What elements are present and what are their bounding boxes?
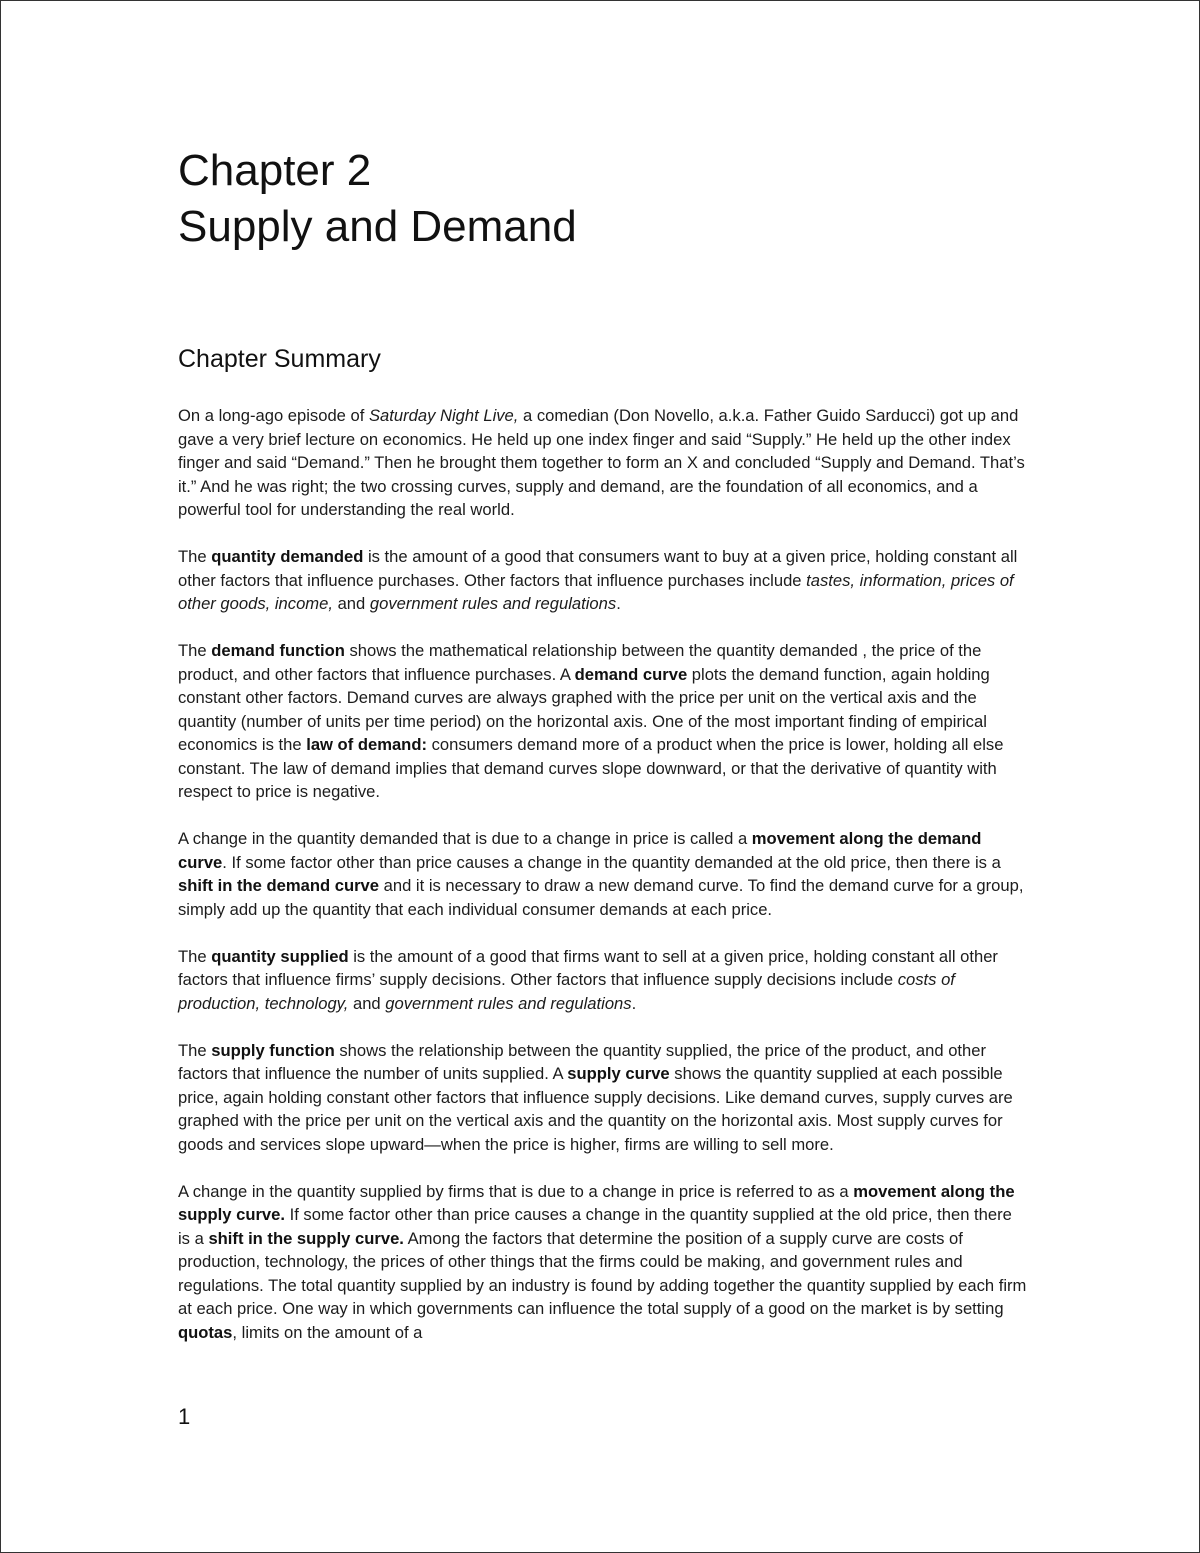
- text-run: .: [631, 993, 637, 1013]
- key-term: movement along the supply curve.: [178, 1181, 1015, 1224]
- text-run: The: [178, 641, 212, 660]
- key-term: quantity supplied: [211, 946, 349, 966]
- text-run: is the amount of a good that firms want to sell at a given price, holding constant all other factors that influence firms’ supply decisions. Other factors that influence supply decisions include: [178, 946, 998, 989]
- text-run: and: [348, 993, 386, 1013]
- paragraph-supply-movement: [178, 1180, 1028, 1345]
- key-term: supply function: [211, 1040, 335, 1060]
- key-term: demand function: [211, 641, 345, 660]
- key-term: quotas: [178, 1322, 233, 1342]
- paragraph-intro: [178, 404, 1028, 522]
- italic-term: government rules and regulations: [369, 594, 617, 613]
- chapter-number: Chapter 2: [178, 146, 372, 195]
- page-content: [178, 143, 1028, 1344]
- text-run: On a long-ago episode of: [178, 406, 369, 425]
- text-run: A change in the quantity supplied by firms that is due to a change in price is referred to as a: [178, 1181, 854, 1201]
- paragraph-demand-movement: [178, 827, 1028, 921]
- chapter-name: Supply and Demand: [178, 202, 577, 251]
- text-run: If some factor other than price causes a change in the quantity supplied at the old price, then there is a: [178, 1205, 1012, 1248]
- text-run: shows the relationship between the quantity supplied, the price of the product, and other factors that influence the number of units supplied. A: [178, 1040, 987, 1083]
- text-run: The: [178, 547, 212, 566]
- paragraph-supply-function: [178, 1039, 1028, 1157]
- key-term: law of demand:: [306, 735, 427, 754]
- paragraph-quantity-demanded: [178, 545, 1028, 616]
- text-run: a comedian (Don Novello, a.k.a. Father Guido Sarducci) got up and gave a very brief lecture on economics. He held up one index finger and said “Supply.” He held up the other index finger and said “Demand.” Then he brought them together to form an X and concluded “Supply and Demand. That’s it.” And he was right; the two crossing curves, supply and demand, are the foundation of all economics, and a powerful tool for understanding the real world.: [178, 406, 1025, 519]
- text-run: A change in the quantity demanded that is due to a change in price is called a: [178, 829, 752, 848]
- text-run: consumers demand more of a product when the price is lower, holding all else constant. The law of demand implies that demand curves slope downward, or that the derivative of quantity with respect to price is negative.: [178, 735, 1004, 801]
- chapter-title: [178, 143, 1028, 255]
- section-heading: Chapter Summary: [178, 345, 381, 373]
- text-run: , limits on the amount of a: [232, 1322, 423, 1342]
- text-run: Among the factors that determine the position of a supply curve are costs of production, technology, the prices of other things that the firms could be making, and government rules and regulations. The total quantity supplied by an industry is found by adding together the quantity supplied by each firm at each price. One way in which governments can influence the total supply of a good on the market is by setting: [178, 1228, 1027, 1318]
- text-run: shows the quantity supplied at each possible price, again holding constant other factors that influence supply decisions. Like demand curves, supply curves are graphed with the price per unit on the vertical axis and the quantity on the horizontal axis. Most supply curves for goods and services slope upward—when the price is higher, firms are willing to sell more.: [178, 1064, 1013, 1154]
- text-run: The: [178, 1040, 212, 1060]
- key-term: demand curve: [574, 664, 688, 684]
- paragraph-demand-function: [178, 639, 1028, 804]
- italic-term: costs of production, technology,: [178, 970, 955, 1013]
- text-run: and: [332, 594, 370, 613]
- text-run: .: [616, 594, 621, 613]
- page-number: 1: [178, 1404, 191, 1429]
- text-run: is the amount of a good that consumers want to buy at a given price, holding constant all other factors that influence purchases. Other factors that influence purchases include: [178, 547, 1018, 590]
- text-run: The: [178, 946, 212, 966]
- text-run: shows the mathematical relationship between the quantity demanded , the price of the product, and other factors that influence purchases. A: [178, 641, 982, 684]
- italic-term: government rules and regulations: [385, 993, 632, 1013]
- italic-term: Saturday Night Live,: [368, 406, 519, 425]
- key-term: movement along the demand curve: [178, 829, 982, 872]
- italic-term: tastes, information, prices of other goods, income,: [178, 570, 1014, 613]
- key-term: supply curve: [567, 1064, 670, 1083]
- key-term: quantity demanded: [211, 547, 364, 566]
- text-run: . If some factor other than price causes a change in the quantity demanded at the old price, then there is a: [222, 852, 1001, 872]
- key-term: shift in the supply curve.: [208, 1228, 404, 1248]
- key-term: shift in the demand curve: [178, 876, 380, 895]
- text-run: and it is necessary to draw a new demand curve. To find the demand curve for a group, simply add up the quantity that each individual consumer demands at each price.: [178, 876, 1024, 919]
- paragraph-quantity-supplied: [178, 945, 1028, 1016]
- text-run: plots the demand function, again holding constant other factors. Demand curves are always graphed with the price per unit on the vertical axis and the quantity (number of units per time period) on the horizontal axis. One of the most important finding of empirical economics is the: [178, 664, 990, 754]
